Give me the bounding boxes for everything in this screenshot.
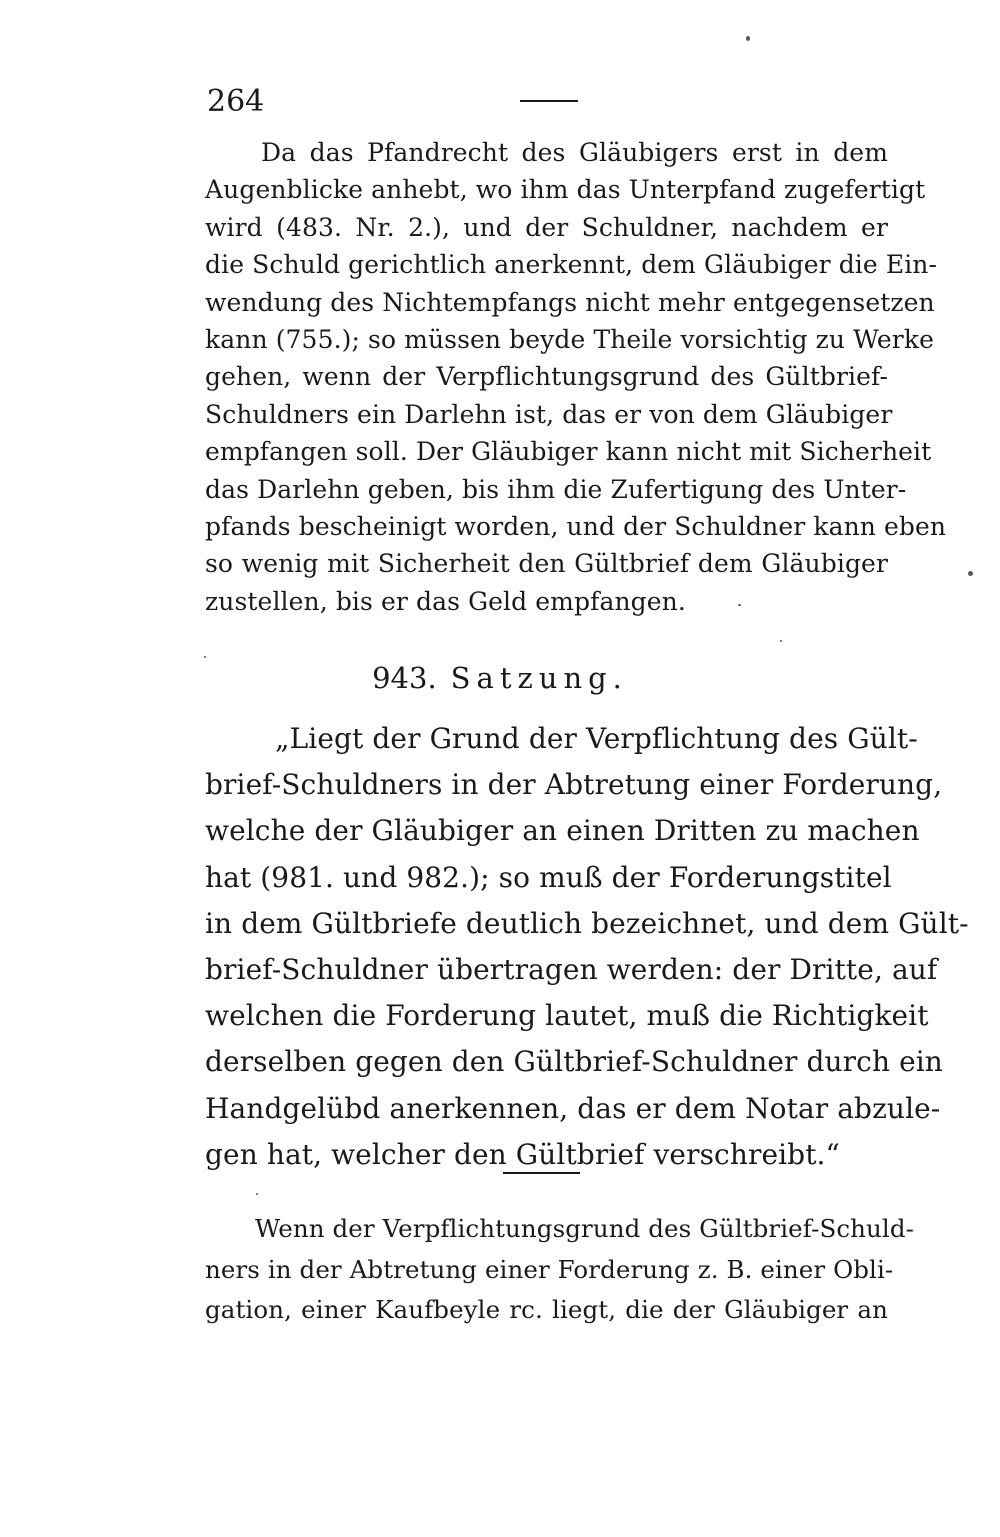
text-line: brief-Schuldner übertragen werden: der Dritte, auf (205, 952, 938, 986)
text-line: wird (483. Nr. 2.), und der Schuldner, nachdem er (205, 212, 888, 242)
text-line: welchen die Forderung lautet, muß die Richtigkeit (205, 999, 929, 1033)
text-line: „Liegt der Grund der Verpflichtung des Gült- (275, 722, 918, 755)
text-line: die Schuld gerichtlich anerkennt, dem Gläubiger die Ein- (205, 250, 938, 280)
text-line: pfands bescheinigt worden, und der Schuldner kann eben (205, 511, 947, 541)
section-number: 943. (372, 661, 437, 695)
text-line: Da das Pfandrecht des Gläubigers erst in dem (261, 138, 888, 167)
text-line: Schuldners ein Darlehn ist, das er von dem Gläubiger (205, 399, 893, 429)
text-line: Handgelübd anerkennen, das er dem Notar abzule- (205, 1091, 941, 1125)
statute-quote (205, 716, 969, 1178)
text-line: gation, einer Kaufbeyle rc. liegt, die der Gläubiger an (205, 1295, 888, 1324)
text-line: hat (981. und 982.); so muß der Forderungstitel (205, 860, 892, 894)
section-title: Satzung. (450, 661, 628, 695)
text-line: wendung des Nichtempfangs nicht mehr entgegensetzen (205, 287, 935, 317)
text-line: in dem Gültbriefe deutlich bezeichnet, und dem Gült- (205, 906, 969, 940)
text-line: empfangen soll. Der Gläubiger kann nicht mit Sicherheit (205, 437, 932, 467)
commentary-paragraph (205, 1209, 915, 1331)
text-line: derselben gegen den Gültbrief-Schuldner durch ein (205, 1045, 943, 1079)
paragraph-1 (205, 134, 947, 620)
text-line: das Darlehn geben, bis ihm die Zufertigung des Unter- (205, 474, 907, 504)
text-line: ners in der Abtretung einer Forderung z. B. einer Obli- (205, 1254, 894, 1284)
text-line: gen hat, welcher den Gültbrief verschreibt.“ (205, 1137, 840, 1171)
text-line: so wenig mit Sicherheit den Gültbrief dem Gläubiger (205, 549, 888, 579)
section-divider (503, 1172, 580, 1174)
text-line: zustellen, bis er das Geld empfangen. (205, 586, 686, 616)
text-line: Augenblicke anhebt, wo ihm das Unterpfand zugefertigt (205, 175, 926, 205)
paper-speck (746, 36, 750, 41)
paper-speck (204, 656, 206, 658)
paper-speck (256, 1193, 258, 1195)
paper-speck (968, 571, 973, 576)
page-number: 264 (207, 84, 265, 119)
text-line: welche der Gläubiger an einen Dritten zu machen (205, 814, 920, 848)
text-line: brief-Schuldners in der Abtretung einer Forderung, (205, 768, 943, 802)
paper-speck (738, 604, 741, 606)
text-line: gehen, wenn der Verpflichtungsgrund des Gültbrief- (205, 362, 888, 392)
text-line: Wenn der Verpflichtungsgrund des Gültbrief-Schuld- (255, 1214, 915, 1243)
paper-speck (780, 640, 782, 642)
text-line: kann (755.); so müssen beyde Theile vorsichtig zu Werke (205, 324, 934, 354)
header-rule (520, 100, 578, 102)
section-heading (0, 658, 1000, 698)
